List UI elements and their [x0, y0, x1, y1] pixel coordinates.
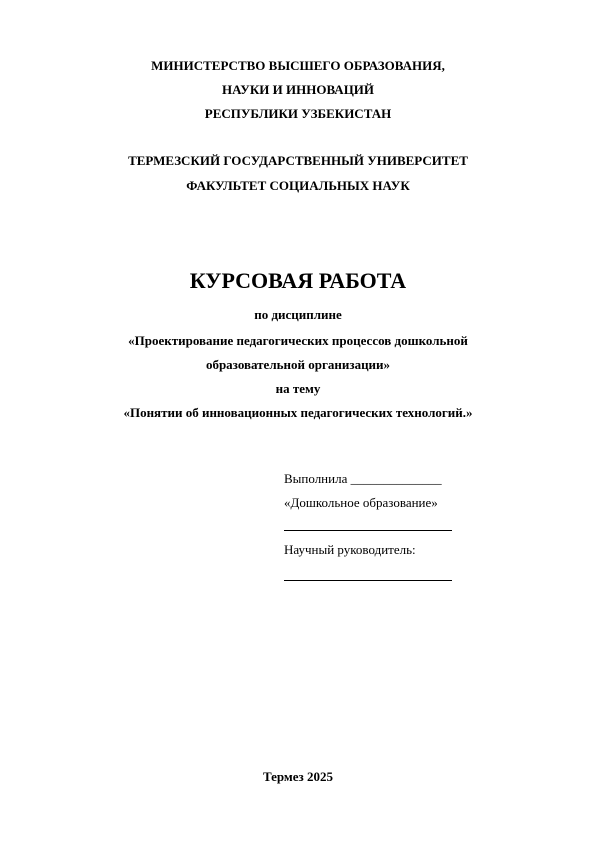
discipline-name-line-1: «Проектирование педагогических процессов дошкольной: [128, 333, 468, 348]
faculty-name: ФАКУЛЬТЕТ СОЦИАЛЬНЫХ НАУК: [186, 178, 410, 193]
student-name-blank-line: [284, 530, 452, 531]
topic-label: на тему: [275, 381, 321, 396]
topic-name: «Понятии об инновационных педагогических технологий.»: [123, 405, 473, 420]
performed-by-label: Выполнила ______________: [284, 471, 442, 486]
university-name: ТЕРМЕЗСКИЙ ГОСУДАРСТВЕННЫЙ УНИВЕРСИТЕТ: [128, 153, 468, 168]
city-year: Термез 2025: [262, 769, 334, 784]
ministry-line-3: РЕСПУБЛИКИ УЗБЕКИСТАН: [204, 106, 392, 121]
discipline-name-line-2: образовательной организации»: [205, 357, 391, 372]
supervisor-label: Научный руководитель:: [284, 542, 416, 557]
supervisor-name-blank-line: [284, 580, 452, 581]
discipline-label: по дисциплине: [254, 307, 342, 322]
program-name: «Дошкольное образование»: [284, 495, 438, 510]
document-title: КУРСОВАЯ РАБОТА: [189, 268, 407, 293]
ministry-line-1: МИНИСТЕРСТВО ВЫСШЕГО ОБРАЗОВАНИЯ,: [151, 58, 445, 73]
ministry-line-2: НАУКИ И ИННОВАЦИЙ: [221, 82, 375, 97]
